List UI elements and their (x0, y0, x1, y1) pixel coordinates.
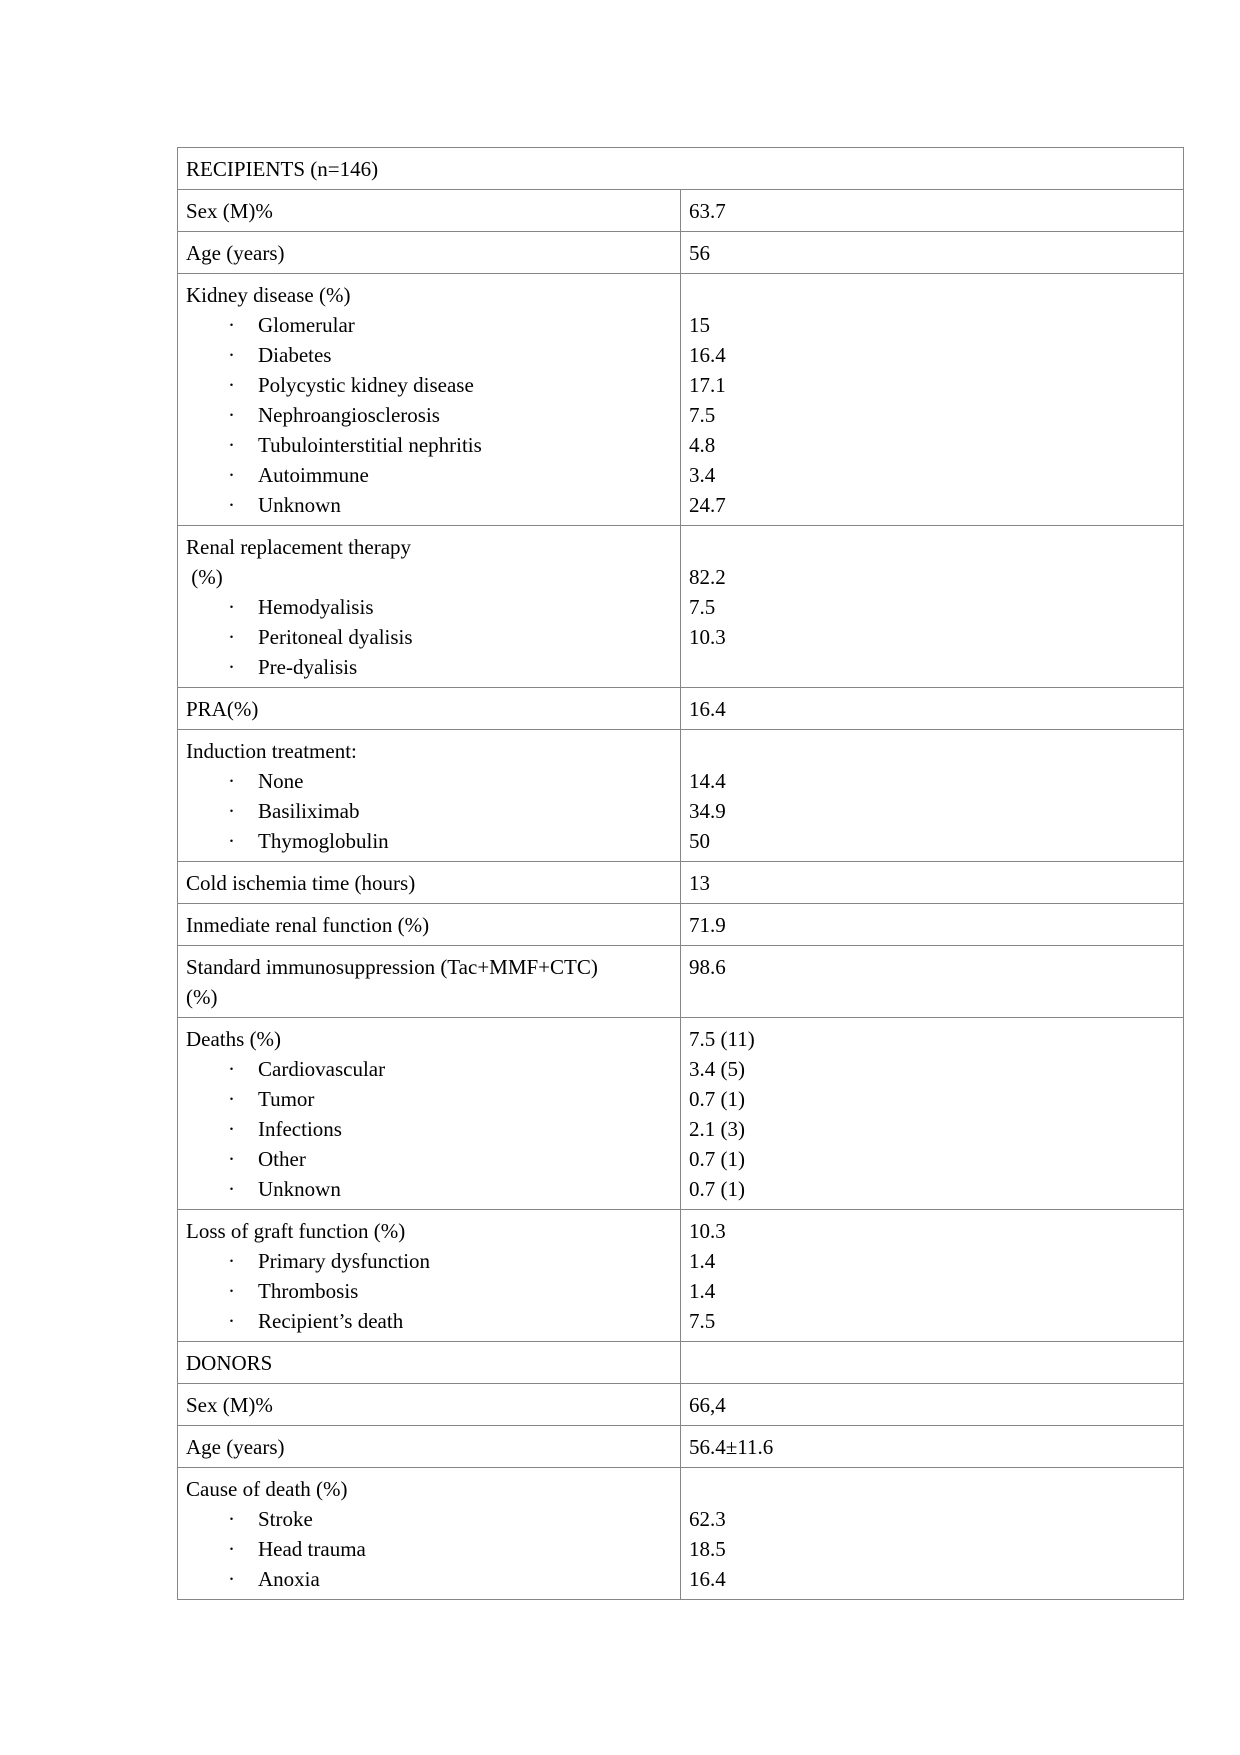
bullet-icon: · (228, 493, 235, 517)
bullet-item-label: Stroke (258, 1507, 313, 1531)
value-line: 15 (689, 313, 710, 337)
bullet-icon: · (228, 1279, 235, 1303)
bullet-item-label: Glomerular (258, 313, 355, 337)
value-line: 34.9 (689, 799, 726, 823)
label-cell (178, 1342, 681, 1384)
label-cell (178, 148, 1184, 190)
row-label: Induction treatment: (186, 739, 357, 763)
bullet-icon: · (228, 655, 235, 679)
bullet-item-label: Anoxia (258, 1567, 320, 1591)
label-cell (178, 1210, 681, 1342)
value-line (689, 532, 1175, 562)
value-line: 66,4 (689, 1393, 726, 1417)
bullet-item (186, 400, 672, 430)
bullet-icon: · (228, 829, 235, 853)
bullet-icon: · (228, 1309, 235, 1333)
row-label: (%) (186, 565, 223, 589)
bullet-item (186, 1084, 672, 1114)
bullet-item-label: Thymoglobulin (258, 829, 389, 853)
bullet-icon: · (228, 343, 235, 367)
value-line: 82.2 (689, 565, 726, 589)
table-row (178, 1468, 1184, 1600)
bullet-item (186, 430, 672, 460)
bullet-item-label: Thrombosis (258, 1279, 359, 1303)
row-label: Inmediate renal function (%) (186, 913, 430, 937)
value-line: 7.5 (11) (689, 1027, 755, 1051)
value-cell (681, 232, 1184, 274)
bullet-icon: · (228, 625, 235, 649)
value-line: 14.4 (689, 769, 726, 793)
label-cell (178, 526, 681, 688)
bullet-item (186, 310, 672, 340)
row-label: Sex (M)% (186, 199, 273, 223)
table-body (178, 148, 1184, 1600)
row-label: Standard immunosuppression (Tac+MMF+CTC) (186, 955, 598, 979)
value-line: 16.4 (689, 697, 726, 721)
row-label: (%) (186, 985, 218, 1009)
value-cell (681, 904, 1184, 946)
bullet-item-label: Unknown (258, 493, 341, 517)
bullet-icon: · (228, 1507, 235, 1531)
value-line: 98.6 (689, 955, 726, 979)
bullet-icon: · (228, 769, 235, 793)
bullet-icon: · (228, 1567, 235, 1591)
table-row (178, 1342, 1184, 1384)
bullet-item (186, 460, 672, 490)
label-cell (178, 730, 681, 862)
row-label: Cold ischemia time (hours) (186, 871, 416, 895)
row-label: Renal replacement therapy (186, 535, 412, 559)
bullet-item-label: Infections (258, 1117, 342, 1141)
table-row (178, 730, 1184, 862)
label-cell (178, 1468, 681, 1600)
row-label: Cause of death (%) (186, 1477, 348, 1501)
value-line: 0.7 (1) (689, 1087, 745, 1111)
bullet-item (186, 1054, 672, 1084)
table-row (178, 904, 1184, 946)
value-line: 2.1 (3) (689, 1117, 745, 1141)
value-cell (681, 526, 1184, 688)
value-cell (681, 1210, 1184, 1342)
row-label: Age (years) (186, 1435, 285, 1459)
row-label: Deaths (%) (186, 1027, 282, 1051)
value-line: 3.4 (5) (689, 1057, 745, 1081)
bullet-item-label: Diabetes (258, 343, 332, 367)
bullet-item (186, 1534, 672, 1564)
table-row (178, 1210, 1184, 1342)
value-cell (681, 862, 1184, 904)
table-row (178, 232, 1184, 274)
value-cell (681, 946, 1184, 1018)
table-row (178, 148, 1184, 190)
bullet-item (186, 652, 672, 682)
value-cell (681, 1468, 1184, 1600)
label-cell (178, 904, 681, 946)
value-line: 10.3 (689, 1219, 726, 1243)
bullet-icon: · (228, 1177, 235, 1201)
row-label: Sex (M)% (186, 1393, 273, 1417)
value-line: 4.8 (689, 433, 716, 457)
value-line: 0.7 (1) (689, 1177, 745, 1201)
label-cell (178, 1426, 681, 1468)
bullet-item-label: Unknown (258, 1177, 341, 1201)
table-row (178, 190, 1184, 232)
clinical-characteristics-table (177, 147, 1184, 1600)
bullet-icon: · (228, 313, 235, 337)
value-cell (681, 190, 1184, 232)
table-row (178, 274, 1184, 526)
value-cell (681, 1342, 1184, 1384)
bullet-icon: · (228, 1117, 235, 1141)
value-line: 13 (689, 871, 710, 895)
label-cell (178, 190, 681, 232)
value-line: 16.4 (689, 1567, 726, 1591)
bullet-item (186, 370, 672, 400)
value-cell (681, 1018, 1184, 1210)
row-label: RECIPIENTS (n=146) (186, 157, 379, 181)
label-cell (178, 688, 681, 730)
value-line: 63.7 (689, 199, 726, 223)
value-line: 1.4 (689, 1279, 716, 1303)
bullet-item (186, 766, 672, 796)
value-cell (681, 688, 1184, 730)
row-label: Kidney disease (%) (186, 283, 351, 307)
bullet-item-label: Tubulointerstitial nephritis (258, 433, 482, 457)
value-line: 10.3 (689, 625, 726, 649)
row-label: Loss of graft function (%) (186, 1219, 406, 1243)
bullet-item-label: Cardiovascular (258, 1057, 386, 1081)
bullet-icon: · (228, 433, 235, 457)
value-line: 56.4±11.6 (689, 1435, 774, 1459)
bullet-icon: · (228, 595, 235, 619)
bullet-item-label: Basiliximab (258, 799, 360, 823)
value-line (689, 280, 1175, 310)
value-cell (681, 730, 1184, 862)
label-cell (178, 1384, 681, 1426)
bullet-icon: · (228, 1147, 235, 1171)
value-cell (681, 1426, 1184, 1468)
bullet-item-label: Hemodyalisis (258, 595, 374, 619)
bullet-item-label: Primary dysfunction (258, 1249, 431, 1273)
bullet-icon: · (228, 1087, 235, 1111)
value-line: 7.5 (689, 595, 716, 619)
bullet-icon: · (228, 1057, 235, 1081)
row-label: PRA(%) (186, 697, 259, 721)
bullet-icon: · (228, 1537, 235, 1561)
bullet-icon: · (228, 1249, 235, 1273)
row-label: DONORS (186, 1351, 273, 1375)
table-row (178, 688, 1184, 730)
bullet-item-label: Head trauma (258, 1537, 366, 1561)
bullet-item (186, 622, 672, 652)
table-row (178, 1018, 1184, 1210)
bullet-item (186, 1504, 672, 1534)
bullet-item (186, 1114, 672, 1144)
value-line: 71.9 (689, 913, 726, 937)
value-cell (681, 274, 1184, 526)
label-cell (178, 862, 681, 904)
label-cell (178, 1018, 681, 1210)
table-row (178, 1426, 1184, 1468)
bullet-icon: · (228, 463, 235, 487)
value-line: 62.3 (689, 1507, 726, 1531)
bullet-item (186, 1246, 672, 1276)
value-cell (681, 1384, 1184, 1426)
value-line: 56 (689, 241, 710, 265)
bullet-item (186, 340, 672, 370)
bullet-item-label: None (258, 769, 304, 793)
bullet-item-label: Tumor (258, 1087, 315, 1111)
bullet-item-label: Other (258, 1147, 306, 1171)
bullet-item (186, 826, 672, 856)
bullet-item (186, 1144, 672, 1174)
bullet-item-label: Recipient’s death (258, 1309, 404, 1333)
value-line: 16.4 (689, 343, 726, 367)
bullet-item-label: Nephroangiosclerosis (258, 403, 440, 427)
bullet-item (186, 1306, 672, 1336)
bullet-item-label: Polycystic kidney disease (258, 373, 474, 397)
bullet-icon: · (228, 373, 235, 397)
bullet-icon: · (228, 403, 235, 427)
value-line (689, 736, 1175, 766)
bullet-item (186, 592, 672, 622)
label-cell (178, 232, 681, 274)
value-line: 3.4 (689, 463, 716, 487)
value-line: 1.4 (689, 1249, 716, 1273)
table-row (178, 526, 1184, 688)
row-label: Age (years) (186, 241, 285, 265)
table-row (178, 1384, 1184, 1426)
value-line: 18.5 (689, 1537, 726, 1561)
bullet-item-label: Autoimmune (258, 463, 369, 487)
label-cell (178, 274, 681, 526)
table-row (178, 946, 1184, 1018)
bullet-item (186, 1564, 672, 1594)
bullet-item (186, 1276, 672, 1306)
value-line: 50 (689, 829, 710, 853)
bullet-item-label: Pre-dyalisis (258, 655, 358, 679)
label-cell (178, 946, 681, 1018)
bullet-item (186, 796, 672, 826)
bullet-item (186, 490, 672, 520)
value-line (689, 1474, 1175, 1504)
bullet-item (186, 1174, 672, 1204)
bullet-item-label: Peritoneal dyalisis (258, 625, 413, 649)
value-line: 17.1 (689, 373, 726, 397)
bullet-icon: · (228, 799, 235, 823)
value-line: 0.7 (1) (689, 1147, 745, 1171)
value-line: 7.5 (689, 1309, 716, 1333)
value-line: 24.7 (689, 493, 726, 517)
value-line: 7.5 (689, 403, 716, 427)
table-row (178, 862, 1184, 904)
